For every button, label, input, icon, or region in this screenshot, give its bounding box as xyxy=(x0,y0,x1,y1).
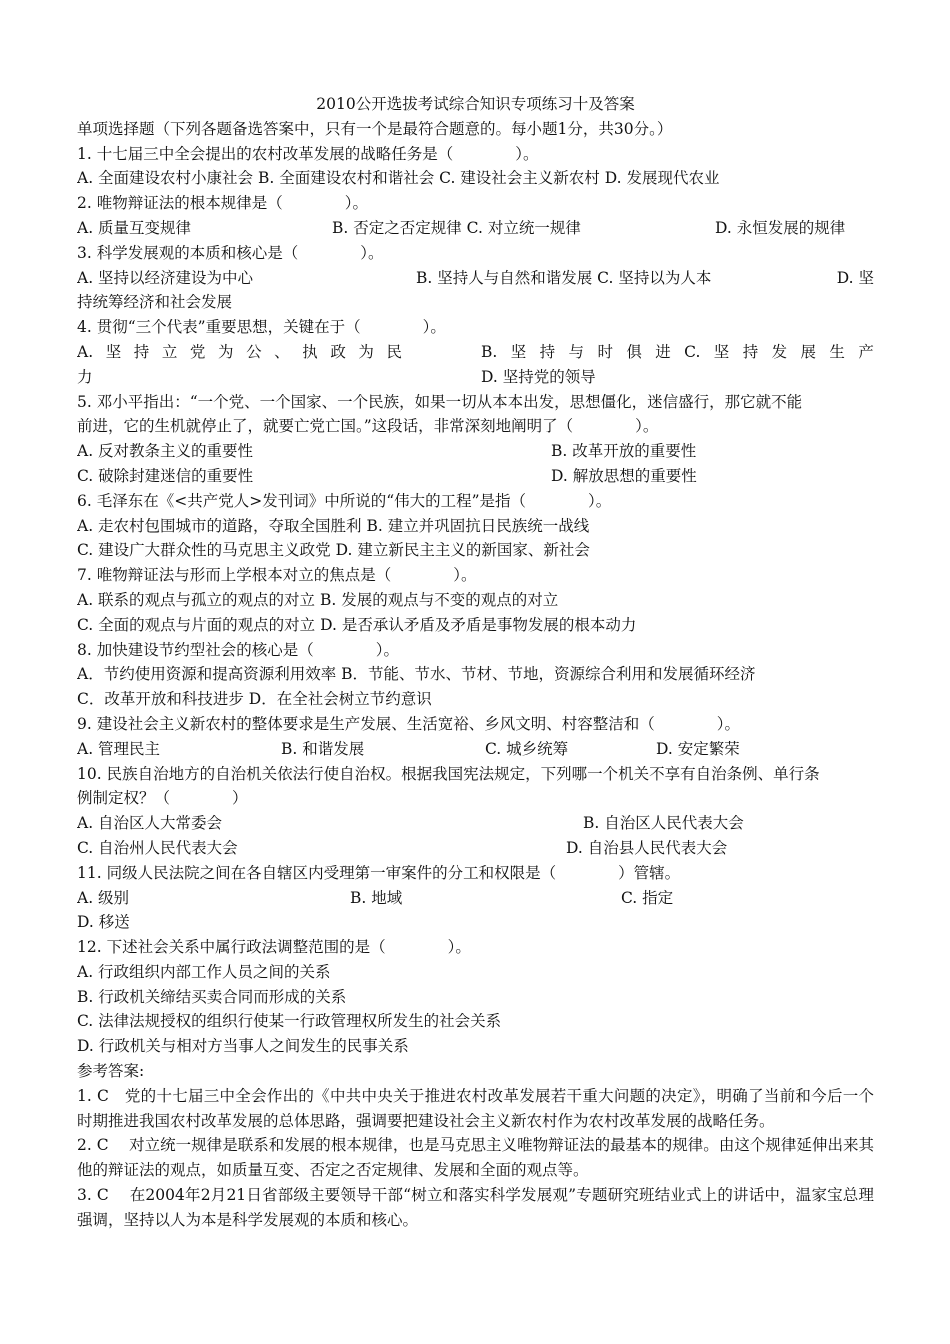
char: 公 xyxy=(246,342,262,361)
option-a: A. 反对教条主义的重要性 xyxy=(77,442,254,461)
question-2-options xyxy=(77,216,874,241)
document-title: 2010公开选拔考试综合知识专项练习十及答案 xyxy=(316,95,635,113)
char: 生 xyxy=(829,342,845,361)
char: C. xyxy=(684,342,701,361)
char: 持 xyxy=(539,342,556,361)
question-8-stem: 8. 加快建设节约型社会的核心是（ ）。 xyxy=(77,640,399,659)
char: A. xyxy=(77,342,94,361)
char: 、 xyxy=(274,342,290,361)
char: 俱 xyxy=(626,342,642,361)
char: 执 xyxy=(302,342,318,361)
option-bc: B. 坚持人与自然和谐发展 C. 坚持以为人本 xyxy=(416,268,712,287)
char: 立 xyxy=(161,342,178,361)
char: 坚 xyxy=(105,342,122,361)
question-9-stem: 9. 建设社会主义新农村的整体要求是生产发展、生活宽裕、乡风文明、村容整洁和（ ）。 xyxy=(77,714,740,733)
question-1-options: A. 全面建设农村小康社会 B. 全面建设农村和谐社会 C. 建设社会主义新农村 D. 发展现代农业 xyxy=(77,169,720,188)
question-5-options-ab xyxy=(77,439,874,464)
char: 发 xyxy=(771,342,788,361)
question-7-stem: 7. 唯物辩证法与形而上学根本对立的焦点是（ ）。 xyxy=(77,566,477,585)
question-12-option-a: A. 行政组织内部工作人员之间的关系 xyxy=(77,962,331,981)
answer-2: 2. C 对立统一规律是联系和发展的根本规律，也是马克思主义唯物辩证法的最基本的规律。由这个规律延伸出来其他的辩证法的观点，如质量互变、否定之否定规律、发展和全面的观点等。 xyxy=(77,1136,874,1180)
option-a: A. 质量互变规律 xyxy=(77,218,192,237)
question-6-options-cd: C. 建设广大群众性的马克思主义政党 D. 建立新民主主义的新国家、新社会 xyxy=(77,541,590,560)
question-8-options-ab: A．节约使用资源和提高资源利用效率 B．节能、节水、节材、节地，资源综合利用和发展循环经济 xyxy=(77,665,756,684)
question-10-stem-1: 10. 民族自治地方的自治机关依法行使自治权。根据我国宪法规定，下列哪一个机关不享有自治条例、单行条 xyxy=(77,764,820,783)
option-c-cont: 力 xyxy=(77,367,93,386)
question-12-option-c: C. 法律法规授权的组织行使某一行政管理权所发生的社会关系 xyxy=(77,1012,502,1031)
char: B. xyxy=(481,342,498,361)
option-a xyxy=(77,340,402,365)
option-a: A. 管理民主 xyxy=(77,739,161,758)
char: 民 xyxy=(386,342,402,361)
option-c: C. 破除封建迷信的重要性 xyxy=(77,466,254,485)
option-d: D. 自治县人民代表大会 xyxy=(566,838,728,857)
document-page xyxy=(77,92,874,1233)
question-2-stem: 2. 唯物辩证法的根本规律是（ ）。 xyxy=(77,194,368,213)
question-12-stem: 12. 下述社会关系中属行政法调整范围的是（ ）。 xyxy=(77,938,471,957)
answers-heading: 参考答案: xyxy=(77,1062,145,1081)
option-c: C. 城乡统筹 xyxy=(485,739,569,758)
question-12-option-b: B. 行政机关缔结买卖合同而形成的关系 xyxy=(77,987,347,1006)
option-c: C. 自治州人民代表大会 xyxy=(77,838,238,857)
char: 党 xyxy=(189,342,206,361)
question-11-stem: 11. 同级人民法院之间在各自辖区内受理第一审案件的分工和权限是（ ）管辖。 xyxy=(77,863,681,882)
question-3-option-d-cont: 持统筹经济和社会发展 xyxy=(77,293,233,312)
option-d: D. 坚持党的领导 xyxy=(481,367,596,386)
section-instructions: 单项选择题（下列各题备选答案中，只有一个是最符合题意的。每小题1分，共30分。） xyxy=(77,119,673,138)
question-7-options-ab: A. 联系的观点与孤立的观点的对立 B. 发展的观点与不变的观点的对立 xyxy=(77,590,559,609)
question-1-stem: 1. 十七届三中全会提出的农村改革发展的战略任务是（ ）。 xyxy=(77,144,539,163)
option-b: B. 地域 xyxy=(350,888,403,907)
question-11-option-d: D. 移送 xyxy=(77,913,130,932)
question-5-options-cd xyxy=(77,464,874,489)
question-6-stem: 6. 毛泽东在《<共产党人>发刊词》中所说的“伟大的工程”是指（ ）。 xyxy=(77,491,612,510)
question-9-options xyxy=(77,737,874,762)
question-6-options-ab: A. 走农村包围城市的道路，夺取全国胜利 B. 建立并巩固抗日民族统一战线 xyxy=(77,516,590,535)
char: 进 xyxy=(655,342,671,361)
question-4-options xyxy=(77,340,874,365)
question-10-stem-2: 例制定权？（ ） xyxy=(77,789,248,808)
question-10-options-ab xyxy=(77,811,874,836)
question-4-options-cont xyxy=(77,365,874,390)
option-d-start: D. 坚 xyxy=(836,268,874,287)
char: 为 xyxy=(358,342,374,361)
question-12-option-d: D. 行政机关与相对方当事人之间发生的民事关系 xyxy=(77,1037,409,1056)
char: 时 xyxy=(597,342,613,361)
char: 持 xyxy=(133,342,150,361)
char: 与 xyxy=(568,342,585,361)
option-b: B. 自治区人民代表大会 xyxy=(583,814,744,833)
char: 坚 xyxy=(510,342,527,361)
option-bc: B. 否定之否定规律 C. 对立统一规律 xyxy=(332,218,581,237)
option-bc xyxy=(481,340,874,365)
option-d: D. 解放思想的重要性 xyxy=(551,466,697,485)
question-3-options xyxy=(77,266,874,291)
question-10-options-cd xyxy=(77,836,874,861)
char: 持 xyxy=(742,342,759,361)
option-d: D. 永恒发展的规律 xyxy=(715,218,846,237)
option-a: A. 级别 xyxy=(77,888,130,907)
char: 政 xyxy=(330,342,346,361)
char: 为 xyxy=(218,342,234,361)
option-c: C. 指定 xyxy=(621,888,674,907)
question-3-stem: 3. 科学发展观的本质和核心是（ ）。 xyxy=(77,243,384,262)
option-a: A. 坚持以经济建设为中心 xyxy=(77,268,254,287)
char: 展 xyxy=(800,342,817,361)
option-b: B. 改革开放的重要性 xyxy=(551,442,697,461)
answer-1: 1. C 党的十七届三中全会作出的《中共中央关于推进农村改革发展若干重大问题的决定》，明确了当前和今后一个时期推进我国农村改革发展的总体思路，强调要把建设社会主义新农村作为农村改革发展的战略任务。 xyxy=(77,1086,874,1130)
question-5-stem-2: 前进，它的生机就停止了，就要亡党亡国。”这段话，非常深刻地阐明了（ ）。 xyxy=(77,417,659,436)
question-4-stem: 4. 贯彻“三个代表”重要思想，关键在于（ ）。 xyxy=(77,318,446,337)
question-5-stem-1: 5. 邓小平指出：“一个党、一个国家、一个民族，如果一切从本本出发，思想僵化，迷信盛行，那它就不能 xyxy=(77,392,803,411)
option-b: B. 和谐发展 xyxy=(281,739,365,758)
question-11-options xyxy=(77,886,874,911)
char: 产 xyxy=(858,342,874,361)
question-7-options-cd: C. 全面的观点与片面的观点的对立 D. 是否承认矛盾及矛盾是事物发展的根本动力 xyxy=(77,615,637,634)
char: 坚 xyxy=(713,342,730,361)
answer-3: 3. C 在2004年2月21日省部级主要领导干部“树立和落实科学发展观”专题研究班结业式上的讲话中，温家宝总理强调，坚持以人为本是科学发展观的本质和核心。 xyxy=(77,1186,874,1229)
option-d: D. 安定繁荣 xyxy=(656,739,740,758)
question-8-options-cd: C．改革开放和科技进步 D．在全社会树立节约意识 xyxy=(77,690,432,709)
option-a: A. 自治区人大常委会 xyxy=(77,814,223,833)
